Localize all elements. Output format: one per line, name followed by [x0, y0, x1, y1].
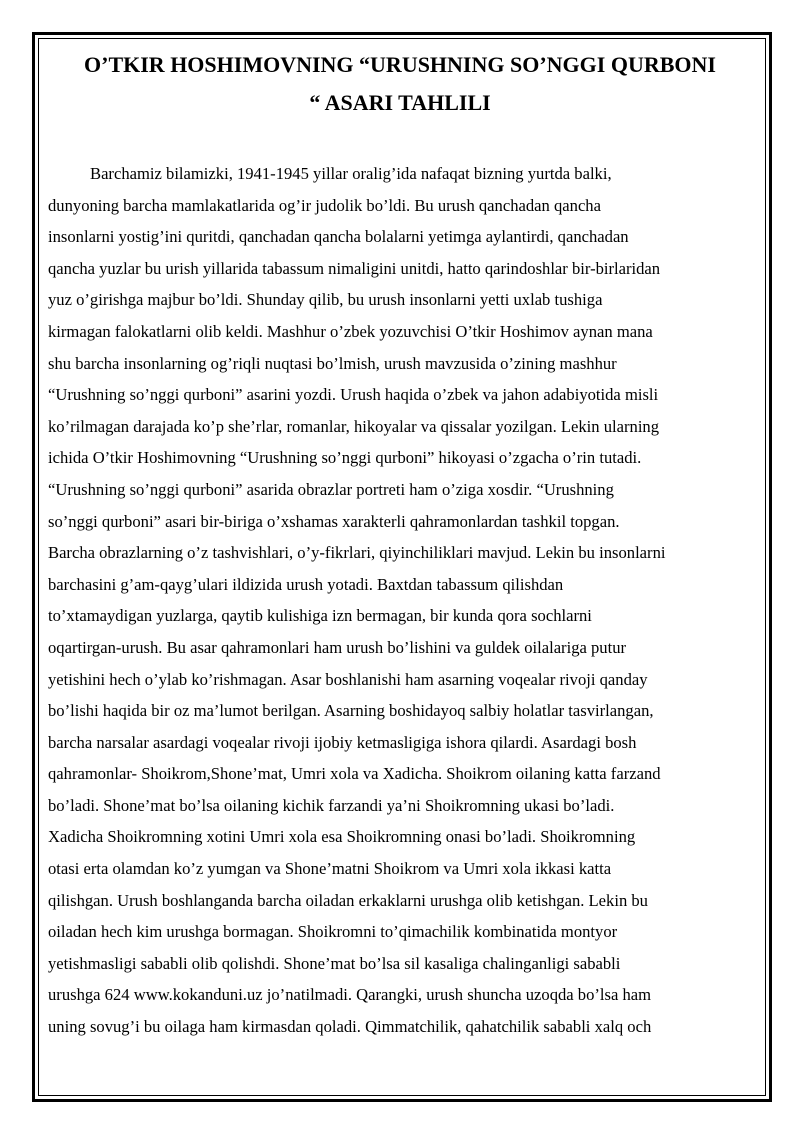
text-line: qancha yuzlar bu urish yillarida tabassum nimaligini unitdi, hatto qarindoshlar bir-birlaridan: [48, 258, 661, 278]
text-line: “Urushning so’nggi qurboni” asarida obrazlar portreti ham o’ziga xosdir. “Urushning: [48, 479, 614, 499]
text-line: qahramonlar- Shoikrom,Shone’mat, Umri xola va Xadicha. Shoikrom oilaning katta farzand: [48, 764, 661, 784]
text-line: uning sovug’i bu oilaga ham kirmasdan qoladi. Qimmatchilik, qahatchilik sababli xalq och: [48, 1017, 652, 1037]
text-line: insonlarni yostig’ini quritdi, qanchadan qancha bolalarni yetimga aylantirdi, qanchadan: [48, 227, 629, 247]
body-paragraph: [48, 158, 758, 1043]
text-line: to’xtamaydigan yuzlarga, qaytib kulishiga izn bermagan, bir kunda qora sochlarni: [48, 606, 592, 626]
text-line: yuz o’girishga majbur bo’ldi. Shunday qilib, bu urush insonlarni yetti uxlab tushiga: [48, 290, 603, 310]
text-line: otasi erta olamdan ko’z yumgan va Shone’matni Shoikrom va Umri xola ikkasi katta: [48, 859, 612, 879]
text-line: so’nggi qurboni” asari bir-biriga o’xshamas xarakterli qahramonlardan tashkil topgan.: [48, 511, 620, 531]
document-title: [40, 40, 760, 122]
text-line: bo’ladi. Shone’mat bo’lsa oilaning kichik farzandi ya’ni Shoikromning ukasi bo’ladi.: [48, 795, 615, 815]
text-line: Barchamiz bilamizki, 1941-1945 yillar oralig’ida nafaqat bizning yurtda balki,: [90, 164, 612, 183]
text-line: ko’rilmagan darajada ko’p she’rlar, romanlar, hikoyalar va qissalar yozilgan. Lekin ularning: [48, 416, 660, 436]
text-line: dunyoning barcha mamlakatlarida og’ir judolik bo’ldi. Bu urush qanchadan qancha: [48, 195, 601, 215]
text-line: oqartirgan-urush. Bu asar qahramonlari ham urush bo’lishini va guldek oilalariga putur: [48, 637, 627, 657]
title-line: O’TKIR HOSHIMOVNING “URUSHNING SO’NGGI QURBONI: [84, 52, 716, 77]
text-line: yetishmasligi sababli olib qolishdi. Shone’mat bo’lsa sil kasaliga chalinganligi sababli: [48, 953, 621, 973]
text-line: kirmagan falokatlarni olib keldi. Mashhur o’zbek yozuvchisi O’tkir Hoshimov aynan mana: [48, 321, 653, 341]
text-line: “Urushning so’nggi qurboni” asarini yozdi. Urush haqida o’zbek va jahon adabiyotida misli: [48, 385, 659, 405]
text-line: bo’lishi haqida bir oz ma’lumot berilgan. Asarning boshidayoq salbiy holatlar tasvirlangan,: [48, 701, 654, 721]
text-line: urushga 624 www.kokanduni.uz jo’natilmadi. Qarangki, urush shuncha uzoqda bo’lsa ham: [48, 985, 652, 1005]
text-line: qilishgan. Urush boshlanganda barcha oiladan erkaklarni urushga olib ketishgan. Lekin bu: [48, 890, 648, 910]
text-line: Barcha obrazlarning o’z tashvishlari, o’y-fikrlari, qiyinchiliklari mavjud. Lekin bu insonlarni: [48, 543, 666, 563]
text-line: barchasini g’am-qayg’ulari ildizida urush yotadi. Baxtdan tabassum qilishdan: [48, 574, 564, 594]
text-line: oiladan hech kim urushga bormagan. Shoikromni to’qimachilik kombinatida montyor: [48, 922, 618, 942]
text-line: ichida O’tkir Hoshimovning “Urushning so’nggi qurboni” hikoyasi o’zgacha o’rin tutadi.: [48, 448, 642, 468]
text-line: yetishini hech o’ylab ko’rishmagan. Asar boshlanishi ham asarning voqealar rivoji qanday: [48, 669, 648, 689]
text-line: barcha narsalar asardagi voqealar rivoji ijobiy ketmasligiga ishora qilardi. Asardagi bosh: [48, 732, 637, 752]
title-line: “ ASARI TAHLILI: [309, 90, 491, 115]
text-line: shu barcha insonlarning og’riqli nuqtasi bo’lmish, urush mavzusida o’zining mashhur: [48, 353, 617, 373]
text-line: Xadicha Shoikromning xotini Umri xola esa Shoikromning onasi bo’ladi. Shoikromning: [48, 827, 636, 847]
